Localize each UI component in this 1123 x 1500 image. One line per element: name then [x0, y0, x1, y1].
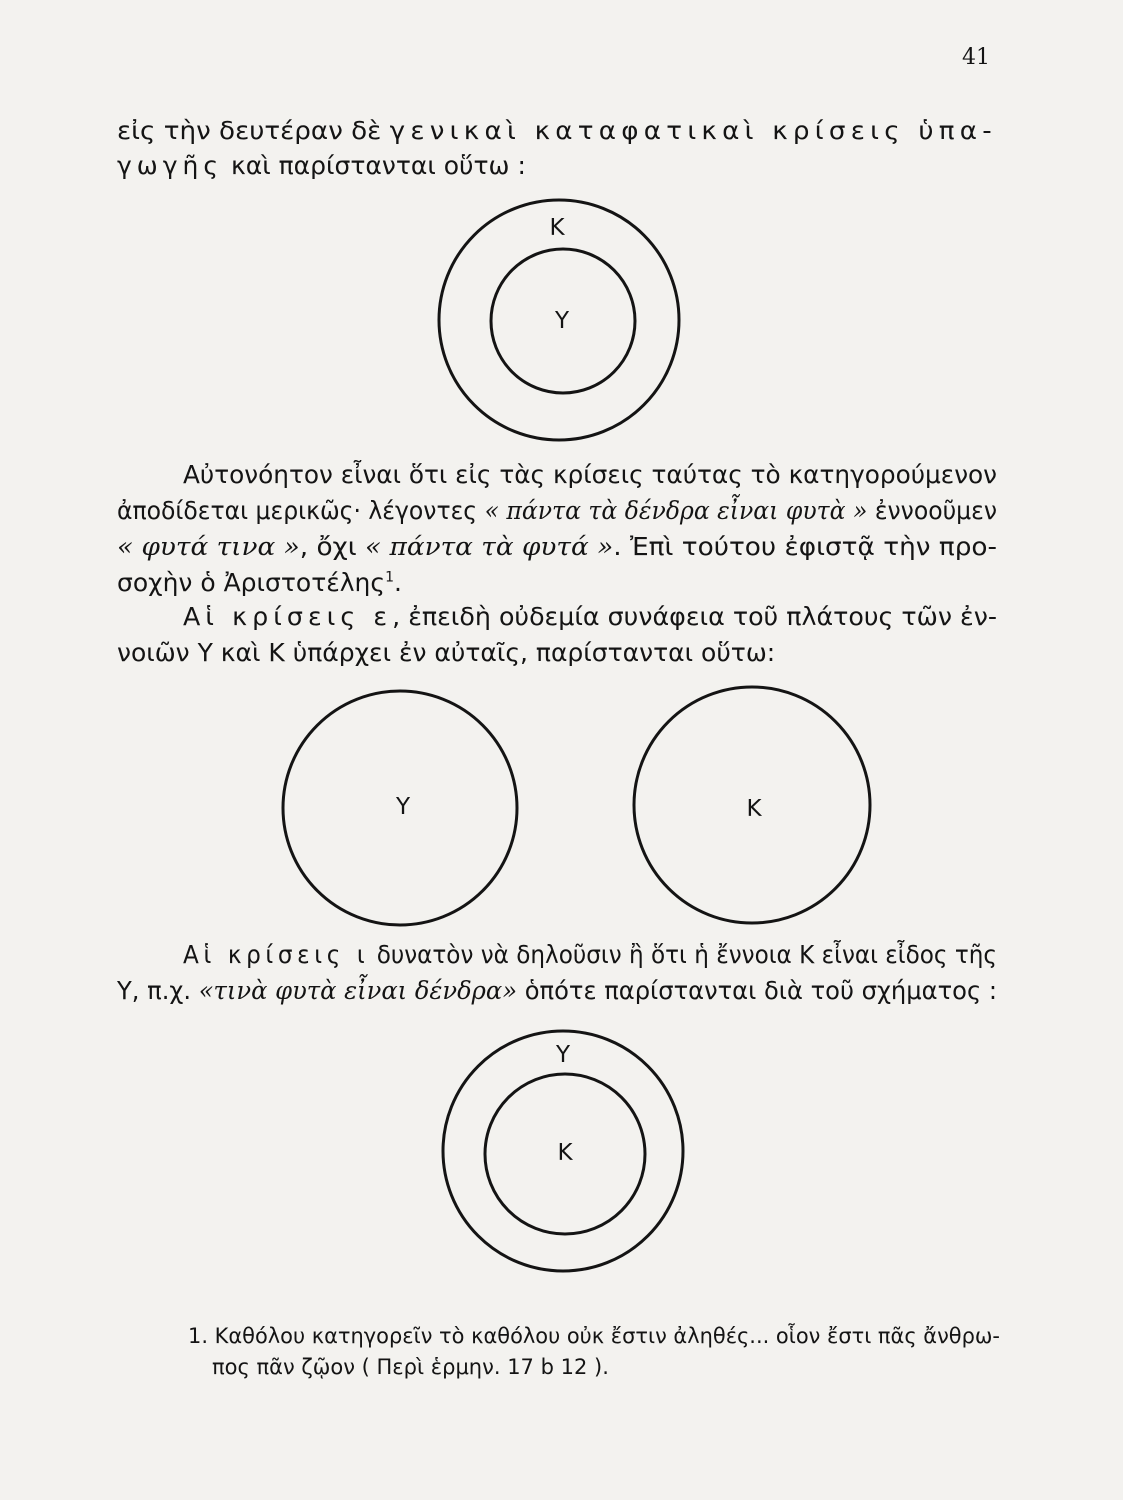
- nested-circles-diagram-top: [437, 204, 687, 454]
- label-inner-k: Κ: [557, 1140, 573, 1166]
- paragraph-1-line-2: γωγῆς καὶ παρίστανται οὕτω :: [117, 151, 526, 180]
- paragraph-3-line-2: νοιῶν Υ καὶ Κ ὑπάρχει ἐν αὐταῖς, παρίστανται οὕτω:: [117, 638, 776, 667]
- page-number: 41: [962, 45, 990, 70]
- label-inner-y: Υ: [554, 308, 570, 334]
- nested-circles-diagram-bottom: [441, 1036, 691, 1286]
- footnote-line-2: πος πᾶν ζῷον ( Περὶ ἑρμην. 17 b 12 ).: [212, 1355, 609, 1379]
- paragraph-1-line-1: εἰς τὴν δευτέραν δὲ γενικαὶ καταφατικαὶ κρίσεις ὑπα-: [117, 116, 997, 145]
- label-outer-k: Κ: [549, 215, 565, 241]
- separate-circles-diagram: [273, 688, 873, 928]
- paragraph-3-line-1: Αἱ κρίσεις ε, ἐπειδὴ οὐδεμία συνάφεια τοῦ πλάτους τῶν ἐν-: [183, 602, 997, 631]
- label-outer-y: Υ: [555, 1042, 571, 1068]
- paragraph-2-line-2: ἀποδίδεται μερικῶς· λέγοντες « πάντα τὰ δένδρα εἶναι φυτὰ » ἐννοοῦμεν: [117, 496, 997, 525]
- paragraph-4-line-2: Υ, π.χ. «τινὰ φυτὰ εἶναι δένδρα» ὁπότε παρίστανται διὰ τοῦ σχήματος :: [117, 976, 997, 1005]
- paragraph-2-line-1: Αὐτονόητον εἶναι ὅτι εἰς τὰς κρίσεις ταύτας τὸ κατηγορούμενον: [183, 460, 997, 489]
- footnote-marker: 1: [385, 569, 395, 586]
- paragraph-2-line-4: σοχὴν ὁ Ἀριστοτέλης$^1$.: [117, 568, 402, 597]
- footnote-line-1: 1. Καθόλου κατηγορεῖν τὸ καθόλου οὐκ ἔστιν ἀληθές... οἷον ἔστι πᾶς ἄνθρω-: [188, 1324, 1000, 1348]
- paragraph-2-line-3: « φυτά τινα », ὄχι « πάντα τὰ φυτά ». Ἐπὶ τούτου ἐφιστᾷ τὴν προ-: [117, 532, 997, 561]
- label-y: Υ: [395, 794, 411, 820]
- paragraph-4-line-1: Αἱ κρίσεις ι δυνατὸν νὰ δηλοῦσιν ἢ ὅτι ἡ ἔννοια Κ εἶναι εἶδος τῆς: [183, 940, 998, 969]
- label-k: Κ: [746, 796, 762, 822]
